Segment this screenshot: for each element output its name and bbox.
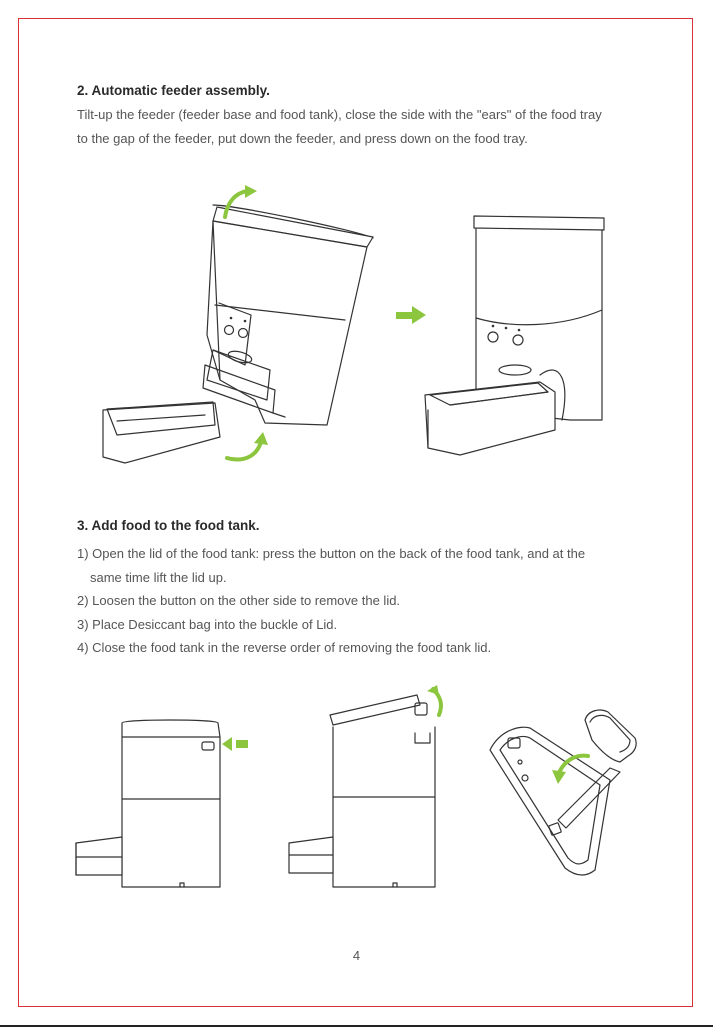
page-bottom-edge	[0, 1025, 713, 1027]
tilted-feeder-illustration	[95, 185, 385, 470]
feeder-lid-open-illustration	[285, 685, 455, 895]
section-2-heading: 2. Automatic feeder assembly.	[77, 83, 270, 98]
step-4-text: 4) Close the food tank in the reverse order of removing the food tank lid.	[77, 640, 492, 655]
step-2-text: 2) Loosen the button on the other side to remove the lid.	[77, 593, 401, 608]
step-1-line-2: same time lift the lid up.	[90, 569, 227, 585]
feeder-button-press-illustration	[72, 715, 282, 895]
page-number: 4	[352, 948, 361, 963]
assembled-feeder-illustration	[420, 210, 610, 465]
step-3-text: 3) Place Desiccant bag into the buckle of Lid.	[77, 616, 338, 632]
step-item	[77, 613, 657, 637]
step-item	[77, 636, 657, 660]
lid-desiccant-illustration	[480, 700, 650, 880]
step-item	[77, 542, 657, 589]
step-1-line-1: 1) Open the lid of the food tank: press the button on the back of the food tank, and at the	[77, 546, 586, 561]
step-item	[77, 589, 657, 613]
section-3-steps	[77, 542, 657, 660]
section-3-heading: 3. Add food to the food tank.	[77, 518, 260, 533]
section-2-line-2: to the gap of the feeder, put down the feeder, and press down on the food tray.	[77, 131, 528, 146]
section-2-instructions	[77, 103, 657, 151]
section-2-line-1: Tilt-up the feeder (feeder base and food tank), close the side with the "ears" of the food tray	[77, 107, 602, 122]
